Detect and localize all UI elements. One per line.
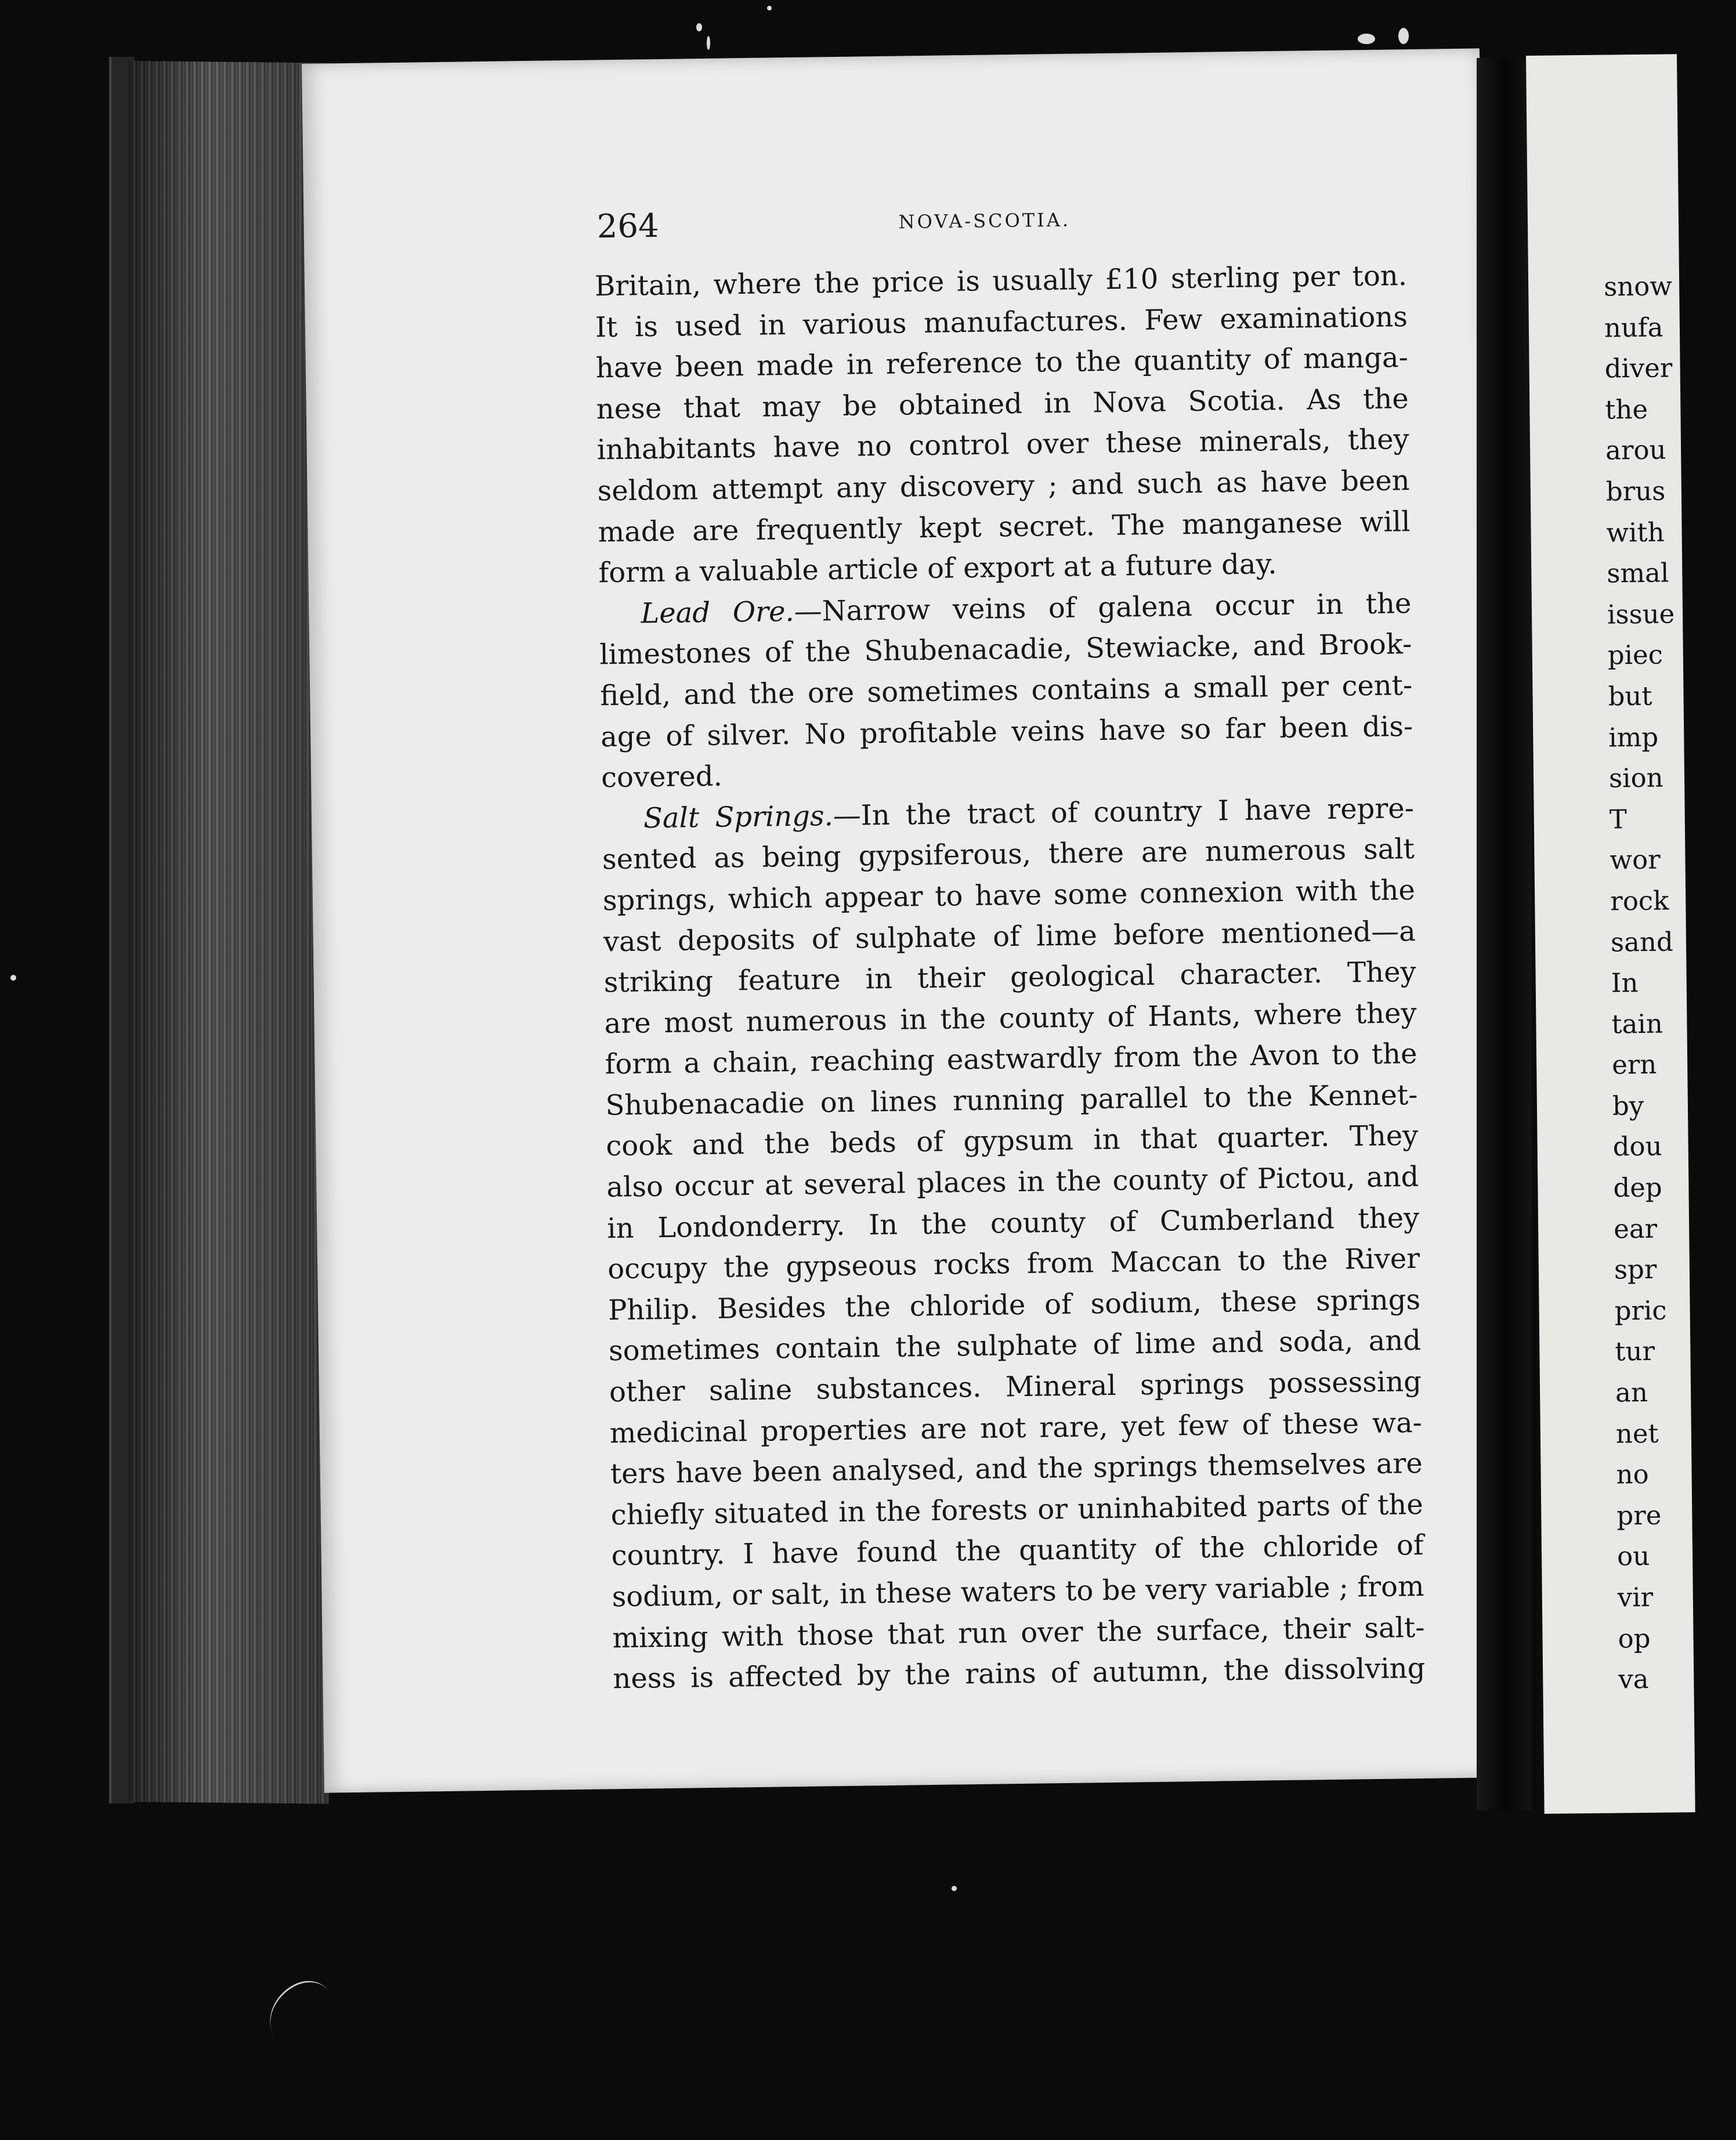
text-line: also occur at several places in the county of Pictou, and — [606, 1161, 1419, 1204]
scan-speck — [1398, 28, 1409, 44]
scan-speck — [767, 6, 772, 10]
facing-fragment: arou — [1605, 434, 1666, 466]
facing-fragment: sion — [1608, 762, 1663, 794]
scan-speck — [10, 975, 16, 981]
text-line: field, and the ore sometimes contains a small per cent- — [599, 668, 1413, 713]
scan-speck — [1358, 34, 1375, 44]
text-line: striking feature in their geological character. They — [603, 956, 1417, 999]
facing-fragment: ou — [1616, 1541, 1650, 1572]
text-line: age of silver. No profitable veins have so far been dis- — [600, 710, 1413, 753]
facing-fragment: tur — [1615, 1336, 1655, 1367]
facing-fragment: ear — [1613, 1213, 1658, 1245]
text-line: country. I have found the quantity of the chloride of — [611, 1529, 1424, 1573]
facing-fragment: va — [1618, 1664, 1649, 1695]
text-line: sometimes contain the sulphate of lime and soda, and — [608, 1324, 1422, 1368]
facing-fragment: In — [1611, 967, 1639, 999]
text-run: Narrow veins of galena occur in the — [822, 587, 1412, 628]
text-line: limestones of the Shubenacadie, Stewiacke, and Brook- — [599, 628, 1412, 671]
scan-speck — [707, 36, 710, 50]
scan-speck — [952, 1886, 957, 1891]
facing-fragment: imp — [1608, 721, 1659, 753]
book-gutter — [1477, 58, 1532, 1810]
facing-fragment: T — [1609, 803, 1628, 835]
section-head-lead-ore: Lead Ore.— — [641, 595, 823, 630]
text-line: springs, which appear to have some connexion with the — [602, 873, 1416, 917]
text-run: In the tract of country I have repre- — [860, 791, 1415, 832]
facing-fragment: with — [1606, 516, 1665, 548]
facing-fragment: an — [1615, 1376, 1648, 1408]
facing-fragment: dou — [1612, 1131, 1662, 1163]
text-line: have been made in reference to the quantity of manga- — [595, 341, 1409, 385]
facing-fragment: by — [1612, 1090, 1644, 1122]
facing-fragment: brus — [1605, 475, 1666, 507]
text-line: made are frequently kept secret. The manganese will — [598, 505, 1410, 548]
scan-speck — [696, 23, 702, 31]
body-text — [595, 255, 1426, 1700]
text-line: in Londonderry. In the county of Cumberland they — [606, 1201, 1420, 1245]
text-line: occupy the gypseous rocks from Maccan to the River — [607, 1242, 1420, 1286]
facing-fragment: no — [1616, 1459, 1649, 1490]
facing-fragment: spr — [1614, 1254, 1657, 1285]
text-line: sented as being gypsiferous, there are numerous salt — [602, 833, 1415, 876]
facing-fragment: smal — [1607, 557, 1669, 589]
text-line: sodium, or salt, in these waters to be very variable ; from — [612, 1570, 1424, 1614]
facing-fragment: pre — [1616, 1499, 1662, 1531]
book-page — [302, 48, 1502, 1792]
loose-thread — [257, 1972, 346, 2057]
text-line: mixing with those that run over the surface, their salt- — [612, 1611, 1425, 1654]
text-line: covered. — [601, 760, 723, 794]
facing-fragment: net — [1615, 1418, 1659, 1449]
text-line: ters have been analysed, and the springs themselves are — [610, 1447, 1423, 1491]
page-stack-edge — [129, 61, 329, 1804]
running-head — [596, 195, 1572, 248]
facing-fragment: issue — [1607, 598, 1675, 630]
facing-fragment: piec — [1607, 639, 1663, 671]
text-line: chiefly situated in the forests or uninhabited parts of the — [610, 1488, 1424, 1532]
text-line: It is used in various manufactures. Few examinations — [595, 300, 1408, 344]
text-line: inhabitants have no control over these minerals, they — [596, 423, 1410, 467]
facing-fragment: vir — [1617, 1581, 1654, 1613]
text-line: Shubenacadie on lines running parallel to the Kennet- — [605, 1078, 1418, 1122]
text-line: Britain, where the price is usually £10 sterling per ton. — [594, 259, 1408, 303]
facing-fragment: op — [1618, 1622, 1651, 1654]
facing-fragment: dep — [1613, 1172, 1662, 1203]
section-head-salt-springs: Salt Springs.— — [643, 799, 862, 835]
facing-fragment: rock — [1610, 885, 1669, 917]
text-line: nese that may be obtained in Nova Scotia. As the — [596, 382, 1409, 426]
text-line: medicinal properties are not rare, yet few of these wa- — [609, 1406, 1423, 1449]
text-line: seldom attempt any discovery ; and such as have been — [597, 464, 1410, 508]
facing-page-cropped — [1526, 54, 1695, 1814]
facing-fragment: snow — [1603, 270, 1673, 302]
facing-page-text — [1604, 266, 1735, 1701]
text-line: form a chain, reaching eastwardly from the Avon to the — [605, 1038, 1417, 1081]
facing-fragment: wor — [1610, 844, 1661, 876]
text-line: other saline substances. Mineral springs possessing — [609, 1365, 1422, 1409]
facing-fragment: diver — [1604, 352, 1673, 384]
facing-fragment: tain — [1611, 1008, 1663, 1040]
text-line: vast deposits of sulphate of lime before mentioned—a — [603, 914, 1416, 958]
facing-fragment: pric — [1614, 1295, 1667, 1326]
page-number: 264 — [596, 207, 660, 246]
facing-fragment: nufa — [1604, 312, 1663, 344]
facing-fragment: ern — [1611, 1049, 1657, 1080]
facing-fragment: sand — [1610, 926, 1673, 958]
text-line: form a valuable article of export at a future day. — [598, 548, 1277, 590]
text-line: ness is affected by the rains of autumn, the dissolving — [613, 1652, 1426, 1696]
facing-fragment: but — [1608, 680, 1652, 712]
text-line: Philip. Besides the chloride of sodium, these springs — [607, 1283, 1421, 1327]
facing-fragment: the — [1605, 393, 1648, 425]
running-title: NOVA-SCOTIA. — [898, 208, 1071, 233]
text-line: cook and the beds of gypsum in that quarter. They — [606, 1119, 1419, 1163]
text-line: are most numerous in the county of Hants, where they — [604, 996, 1417, 1040]
